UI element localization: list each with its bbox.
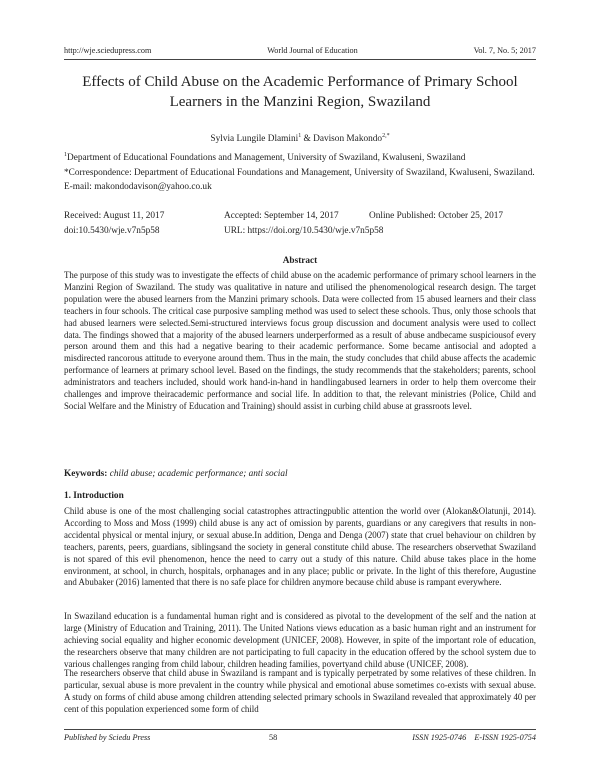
keywords-line [64,469,536,479]
keywords-label: Keywords: [64,469,108,479]
running-header [64,46,536,58]
section-heading-introduction: 1. Introduction [64,491,124,501]
issn: ISSN 1925-0746 E-ISSN 1925-0754 [412,733,536,742]
running-footer [64,733,536,745]
correspondence-text: Correspondence: Department of Educational Foundations and Management, University of Swaziland, Kwaluseni, Swaziland. E-mail: makondodavison@yahoo.co.uk [64,168,535,192]
header-divider [64,59,536,60]
page-number: 58 [269,733,278,742]
doi-text[interactable]: doi:10.5430/wje.v7n5p58 [64,226,160,236]
intro-paragraph-3: The researchers observe that child abuse in Swaziland is rampant and is typically perpetrated by some relatives of these children. In particular, sexual abuse is more prevalent in the country while physical and emotional abuse sometimes co-exists with sexual abuse. A study on forms of child abuse among children attending selected primary schools in Swaziland revealed that approximately 40 per cent of this population experienced some form of child [64,668,536,714]
publisher: Published by Sciedu Press [64,733,151,742]
received-date: Received: August 11, 2017 [64,211,165,221]
journal-name: World Journal of Education [267,46,358,55]
volume-info: Vol. 7, No. 5; 2017 [473,46,536,55]
accepted-date: Accepted: September 14, 2017 [224,211,339,221]
author-2-affiliation-mark: 2,* [382,132,390,139]
abstract-body: The purpose of this study was to investigate the effects of child abuse on the academic performance of primary school learners in the Manzini Region of Swaziland. The study was qualitative in nature and utilised the phenomenological research design. The target population were the abused learners from the Manzini primary schools. Data were collected from 15 abused learners and their class teachers in four schools. The critical case purposive sampling method was used to select these schools. Thus, only those schools that had abused learners were selected.Semi-structured interviews focus group discussion and document analysis were used to collect data. The findings showed that a majority of the abused learners underperformed as a result of abuse andbecame suspiciousof every person around them and this had a negative bearing to their academic performance. Some became antisocial and adopted a misdirected rancorous attitude to everyone around them. Thus in the main, the study concludes that child abuse affects the academic performance of learners at primary school level. Based on the findings, the study recommends that the stakeholders; parents, school administrators and teachers included, should work hand-in-hand in handlingabused learners in order to help them overcome their challenges and improve theiracademic performance and social life. In addition to that, the relevant ministries (Police, Child and Social Welfare and the Ministry of Education and Training) should assist in curbing child abuse at grassroots level. [64,270,536,411]
doi-url[interactable]: URL: https://doi.org/10.5430/wje.v7n5p58 [224,226,384,236]
footer-divider [64,729,536,730]
journal-url[interactable]: http://wje.sciedupress.com [64,46,152,55]
paper-title: Effects of Child Abuse on the Academic Performance of Primary School Learners in the Manzini Region, Swaziland [82,74,518,110]
abstract-heading: Abstract [282,256,318,266]
author-separator: & [301,134,314,144]
author-line [64,134,536,144]
intro-paragraph-1: Child abuse is one of the most challenging social catastrophes attractingpublic attention the world over (Alokan&Olatunji, 2014). According to Moss and Moss (1999) child abuse is any act of omission by parents, guardians or any caregivers that results in non-accidental physical or mental injury, or sexual abuse.In addition, Denga and Denga (2007) state that cruel behaviour on children by teachers, parents, peers, guardians, siblingsand the society in general constitute child abuse. The researchers observethat Swaziland is not spared of this evil phenomenon, hence the need to carry out a study of this nature. Child abuse takes place in the home environment, at school, in church, hospitals, orphanages and in any place; public or private. In the light of this therefore, Augustine and Abubaker (2016) lamented that there is no safe place for children anymore because child abuse is rampant everywhere. [64,506,536,588]
author-1-affiliation-mark: 1 [298,132,302,139]
affiliation-1-mark: 1 [64,151,67,158]
keywords-value: child abuse; academic performance; anti social [109,469,288,479]
intro-paragraph-2: In Swaziland education is a fundamental human right and is considered as pivotal to the development of the self and the nation at large (Ministry of Education and Training, 2011). The United Nations views education as a basic human right and an instrument for achieving social equality and higher economic development (UNICEF, 2008). However, in spite of the important role of education, the researchers observe that many children are not participating to full capacity in the education offered by the school system due to various challenges ranging from child labour, children heading families, povertyand child abuse (UNICEF, 2008). [64,611,536,669]
author-1: Sylvia Lungile Dlamini [210,134,299,144]
correspondence [64,167,536,194]
correspondence-mark: * [64,168,69,178]
published-date: Online Published: October 25, 2017 [369,211,504,221]
affiliation-1 [64,152,536,166]
affiliation-1-text: Department of Educational Foundations and Management, University of Swaziland, Kwaluseni, Swaziland [67,153,466,163]
author-2: Davison Makondo [313,134,383,144]
